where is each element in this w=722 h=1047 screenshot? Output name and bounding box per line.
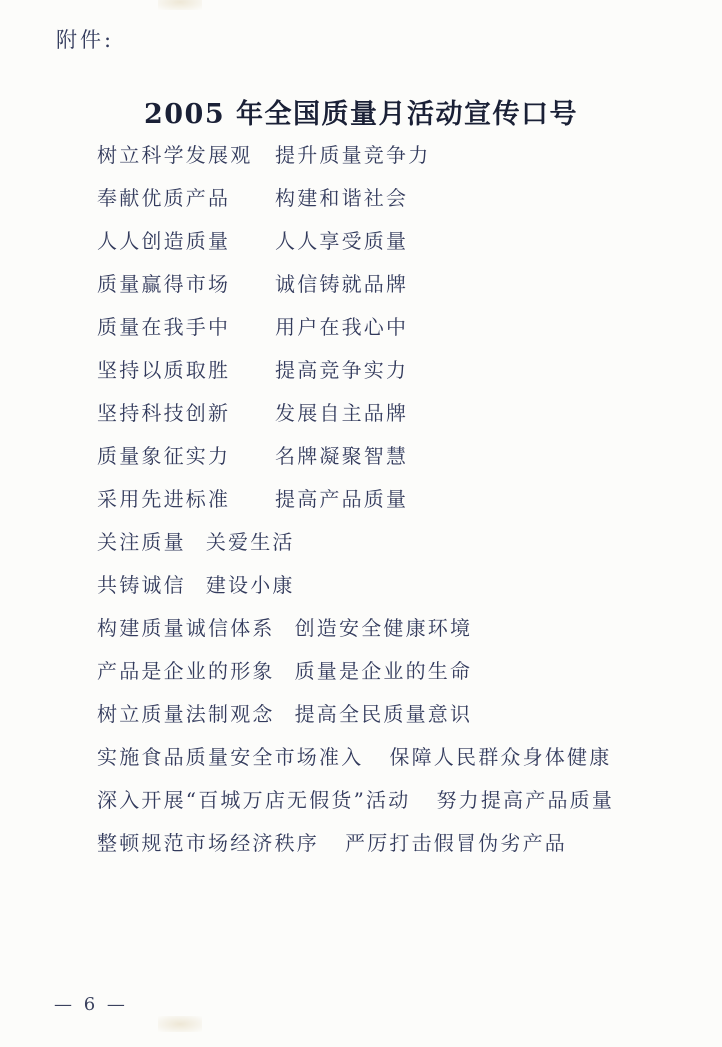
slogan-right: 发展自主品牌 <box>275 401 409 425</box>
scan-artifact <box>158 1016 202 1032</box>
slogan-right: 创造安全健康环境 <box>294 616 473 640</box>
slogan-row <box>97 143 677 167</box>
slogan-right: 提高全民质量意识 <box>294 702 473 726</box>
slogan-left: 坚持以质取胜 <box>97 358 231 382</box>
slogan-right: 严厉打击假冒伪劣产品 <box>345 831 567 855</box>
slogan-row <box>97 444 677 468</box>
slogan-left: 实施食品质量安全市场准入 <box>97 745 364 769</box>
slogan-left: 坚持科技创新 <box>97 401 231 425</box>
page-number: — 6 — <box>54 994 128 1015</box>
slogan-row <box>97 186 677 210</box>
slogan-right: 提高产品质量 <box>275 487 409 511</box>
slogan-right: 努力提高产品质量 <box>436 788 615 812</box>
slogan-right: 构建和谐社会 <box>275 186 409 210</box>
slogan-row <box>97 831 677 855</box>
slogan-row <box>97 745 677 769</box>
slogan-right: 诚信铸就品牌 <box>275 272 409 296</box>
slogan-right: 提高竞争实力 <box>275 358 409 382</box>
slogan-left: 整顿规范市场经济秩序 <box>97 831 319 855</box>
slogan-row <box>97 272 677 296</box>
slogan-row <box>97 702 677 726</box>
slogan-left: 深入开展“百城万店无假货”活动 <box>97 788 411 812</box>
slogan-right: 质量是企业的生命 <box>294 659 473 683</box>
slogan-row <box>97 358 677 382</box>
slogan-row <box>97 229 677 253</box>
slogan-row <box>97 315 677 339</box>
slogan-list <box>97 143 677 874</box>
slogan-row <box>97 487 677 511</box>
slogan-right: 名牌凝聚智慧 <box>275 444 409 468</box>
slogan-left: 质量在我手中 <box>97 315 231 339</box>
slogan-right: 提升质量竞争力 <box>275 143 431 167</box>
scan-artifact <box>158 0 202 10</box>
slogan-row <box>97 616 677 640</box>
slogan-left: 产品是企业的形象 <box>97 659 275 683</box>
slogan-left: 质量象征实力 <box>97 444 231 468</box>
slogan-right: 建设小康 <box>205 573 295 597</box>
slogan-row <box>97 530 677 554</box>
slogan-left: 质量赢得市场 <box>97 272 231 296</box>
slogan-row <box>97 659 677 683</box>
slogan-left: 奉献优质产品 <box>97 186 231 210</box>
page-title: 2005 年全国质量月活动宣传口号 <box>143 99 579 131</box>
slogan-left: 共铸诚信 <box>97 573 186 597</box>
slogan-left: 树立质量法制观念 <box>97 702 275 726</box>
slogan-row <box>97 788 677 812</box>
slogan-left: 人人创造质量 <box>97 229 231 253</box>
slogan-left: 采用先进标准 <box>97 487 231 511</box>
slogan-right: 关爱生活 <box>205 530 295 554</box>
slogan-row <box>97 573 677 597</box>
slogan-right: 用户在我心中 <box>275 315 409 339</box>
slogan-left: 构建质量诚信体系 <box>97 616 275 640</box>
slogan-row <box>97 401 677 425</box>
slogan-right: 保障人民群众身体健康 <box>389 745 612 769</box>
attachment-label: 附件: <box>56 28 115 52</box>
slogan-left: 关注质量 <box>97 530 186 554</box>
slogan-left: 树立科学发展观 <box>97 143 253 167</box>
slogan-right: 人人享受质量 <box>275 229 409 253</box>
